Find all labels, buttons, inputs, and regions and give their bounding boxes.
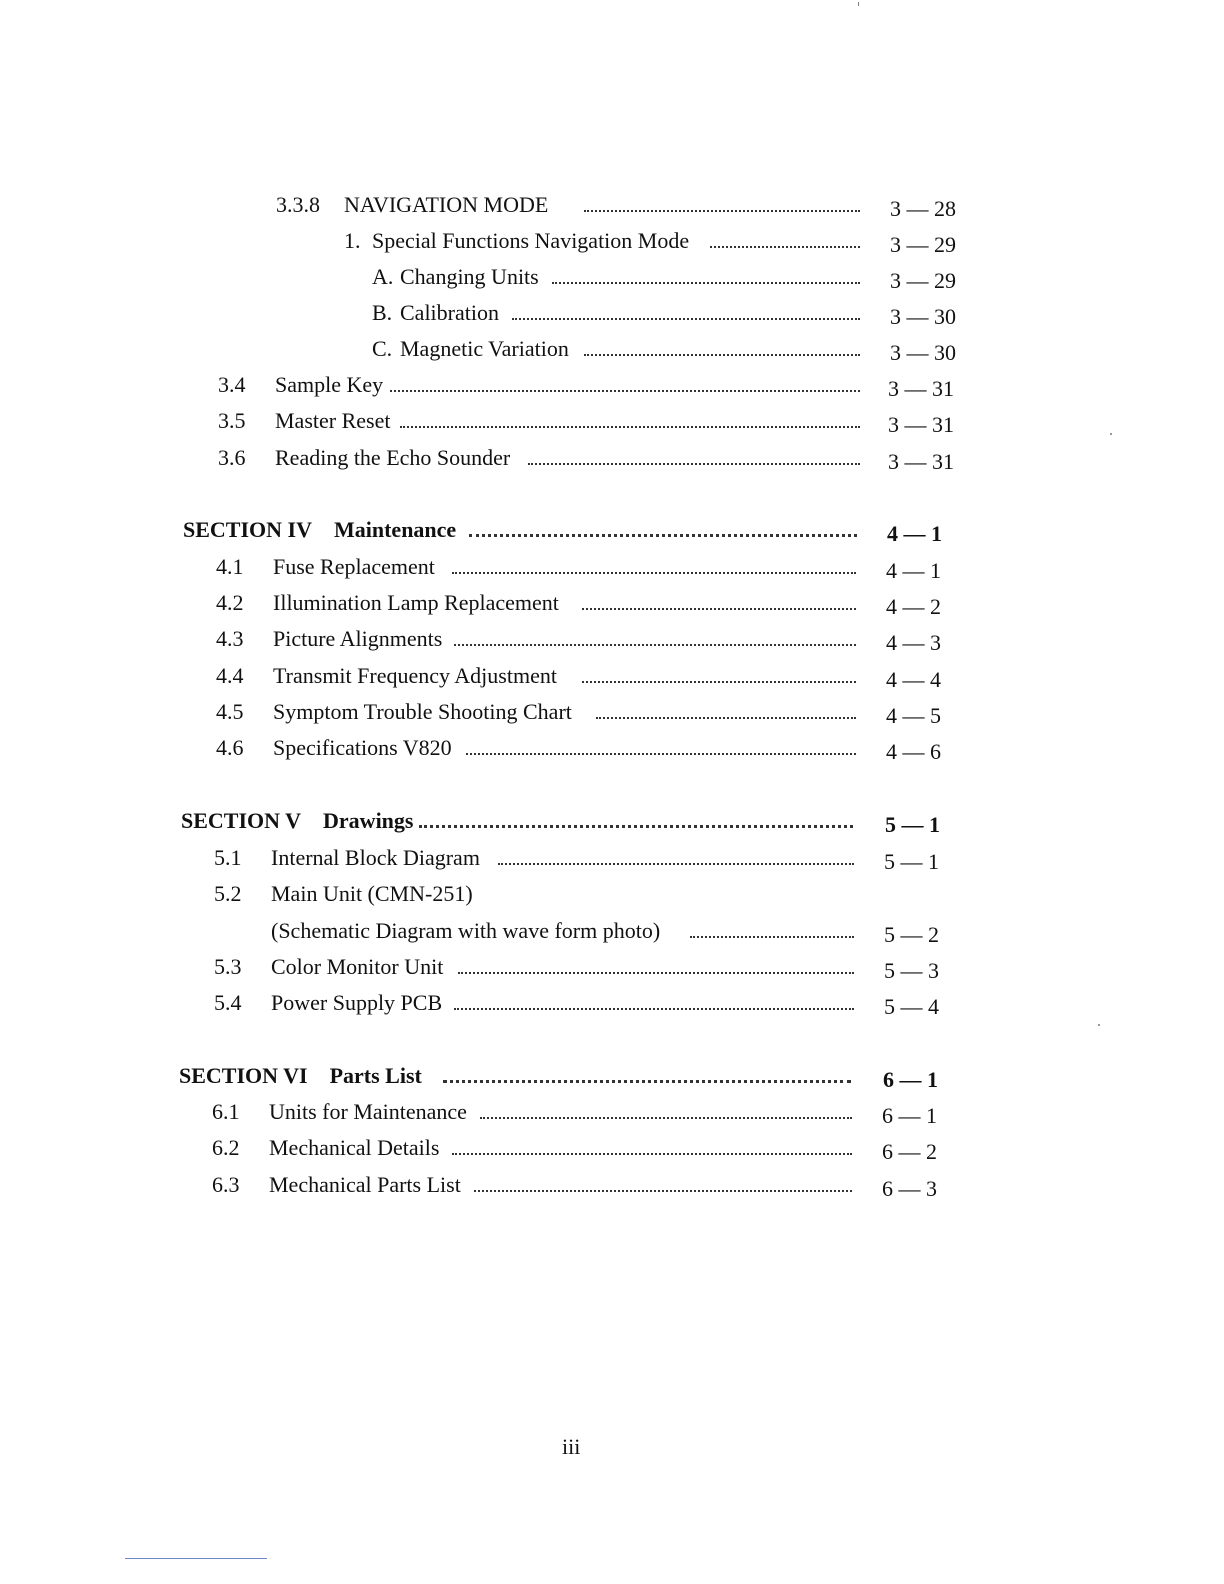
dot-leader (690, 936, 854, 938)
entry-number: 4.6 (216, 735, 244, 760)
entry-page: 3 — 30 (890, 340, 956, 365)
page-number: iii (562, 1434, 581, 1459)
entry-title: Units for Maintenance (269, 1099, 467, 1124)
dot-leader (452, 1153, 852, 1155)
entry-page: 5 — 4 (884, 994, 939, 1019)
toc-row (218, 370, 966, 402)
dot-leader (584, 210, 860, 212)
entry-title: Picture Alignments (273, 626, 443, 651)
dot-leader (474, 1190, 852, 1192)
scan-speck (1110, 433, 1112, 435)
dot-leader (454, 1008, 854, 1010)
entry-page: 5 — 3 (884, 958, 939, 983)
entry-number: 5.1 (214, 845, 242, 870)
entry-number: 3.4 (218, 372, 246, 397)
entry-number: 5.4 (214, 990, 242, 1015)
entry-title: Mechanical Parts List (269, 1172, 461, 1197)
entry-number: 4.3 (216, 626, 244, 651)
entry-page: 3 — 30 (890, 304, 956, 329)
dot-leader (469, 534, 857, 537)
entry-number: C. (372, 336, 393, 361)
entry-number: 4.5 (216, 699, 244, 724)
entry-number: 5.3 (214, 954, 242, 979)
section-title: Maintenance (333, 517, 457, 542)
toc-row (216, 552, 962, 584)
entry-page: 5 — 1 (884, 849, 939, 874)
entry-page: 4 — 4 (886, 667, 941, 692)
section-page: 5 — 1 (885, 812, 940, 837)
section-label: SECTION V (181, 808, 302, 833)
entry-title: Reading the Echo Sounder (275, 445, 511, 470)
dot-leader (458, 972, 854, 974)
dot-leader (390, 390, 860, 392)
dot-leader (400, 426, 860, 428)
entry-title: Power Supply PCB (271, 990, 443, 1015)
dot-leader (452, 572, 856, 574)
toc-row (216, 624, 962, 656)
entry-title: Internal Block Diagram (271, 845, 480, 870)
dot-leader (512, 318, 860, 320)
toc-row (216, 733, 962, 765)
entry-page: 3 — 29 (890, 268, 956, 293)
entry-number: 3.6 (218, 445, 246, 470)
scan-speck (858, 2, 859, 6)
dot-leader (466, 753, 856, 755)
toc-row (212, 1133, 958, 1165)
entry-number: 5.2 (214, 881, 242, 906)
dot-leader (584, 354, 860, 356)
toc-row (216, 697, 962, 729)
entry-number: 6.3 (212, 1172, 240, 1197)
toc-row (344, 226, 966, 258)
section-heading-v (181, 806, 961, 838)
entry-number: B. (372, 300, 393, 325)
toc-row (372, 334, 966, 366)
entry-page: 4 — 5 (886, 703, 941, 728)
toc-row (214, 952, 960, 984)
dot-leader (582, 608, 856, 610)
entry-number: 6.1 (212, 1099, 240, 1124)
entry-title: Symptom Trouble Shooting Chart (273, 699, 572, 724)
toc-row (218, 406, 966, 438)
toc-row (214, 988, 960, 1020)
entry-page: 6 — 1 (882, 1103, 937, 1128)
entry-page: 6 — 2 (882, 1139, 937, 1164)
entry-number: 1. (344, 228, 361, 253)
toc-row (214, 843, 960, 875)
dot-leader (528, 463, 860, 465)
entry-page: 5 — 2 (884, 922, 939, 947)
entry-page: 3 — 31 (888, 412, 954, 437)
toc-row (212, 1097, 958, 1129)
section-title: Parts List (329, 1063, 422, 1088)
toc-row (214, 879, 960, 911)
dot-leader (710, 246, 860, 248)
entry-title: Illumination Lamp Replacement (273, 590, 559, 615)
toc-row (216, 661, 962, 693)
entry-page: 3 — 28 (890, 196, 956, 221)
scan-edge-line (125, 1558, 267, 1559)
entry-page: 3 — 31 (888, 376, 954, 401)
toc-row (218, 443, 966, 475)
dot-leader (498, 863, 854, 865)
entry-page: 4 — 6 (886, 739, 941, 764)
entry-title: Special Functions Navigation Mode (372, 228, 690, 253)
section-page: 4 — 1 (887, 521, 942, 546)
entry-title: Changing Units (400, 264, 539, 289)
entry-number: 4.2 (216, 590, 244, 615)
dot-leader (443, 1080, 851, 1083)
entry-number: 4.4 (216, 663, 244, 688)
entry-page: 4 — 2 (886, 594, 941, 619)
dot-leader (552, 282, 860, 284)
entry-title: Main Unit (CMN-251) (271, 881, 473, 906)
entry-number: 3.5 (218, 408, 246, 433)
toc-row (372, 298, 966, 330)
toc-row (276, 190, 966, 222)
section-page: 6 — 1 (883, 1067, 938, 1092)
entry-title: Calibration (400, 300, 499, 325)
section-label: SECTION IV (183, 517, 312, 542)
entry-page: 6 — 3 (882, 1176, 937, 1201)
dot-leader (582, 681, 856, 683)
entry-title: Mechanical Details (269, 1135, 440, 1160)
dot-leader (596, 717, 856, 719)
dot-leader (480, 1117, 852, 1119)
entry-number: A. (372, 264, 394, 289)
section-title: Drawings (323, 808, 414, 833)
entry-title: Master Reset (275, 408, 391, 433)
entry-title: (Schematic Diagram with wave form photo) (271, 918, 661, 943)
entry-title: NAVIGATION MODE (344, 192, 549, 217)
toc-row (212, 1170, 958, 1202)
entry-title: Specifications V820 (273, 735, 452, 760)
entry-number: 6.2 (212, 1135, 240, 1160)
entry-title: Transmit Frequency Adjustment (273, 663, 557, 688)
entry-title: Color Monitor Unit (271, 954, 444, 979)
dot-leader (454, 644, 856, 646)
entry-title: Sample Key (275, 372, 384, 397)
dot-leader (419, 825, 853, 828)
entry-title: Magnetic Variation (400, 336, 569, 361)
entry-page: 4 — 3 (886, 630, 941, 655)
scan-speck (1098, 1024, 1100, 1026)
section-heading-vi (179, 1061, 959, 1093)
section-heading-iv (183, 515, 963, 547)
entry-number: 4.1 (216, 554, 244, 579)
entry-title: Fuse Replacement (273, 554, 435, 579)
entry-page: 4 — 1 (886, 558, 941, 583)
section-label: SECTION VI (179, 1063, 308, 1088)
entry-page: 3 — 31 (888, 449, 954, 474)
toc-row-continuation (214, 916, 960, 948)
entry-page: 3 — 29 (890, 232, 956, 257)
toc-row (372, 262, 966, 294)
toc-row (216, 588, 962, 620)
entry-number: 3.3.8 (276, 192, 320, 217)
